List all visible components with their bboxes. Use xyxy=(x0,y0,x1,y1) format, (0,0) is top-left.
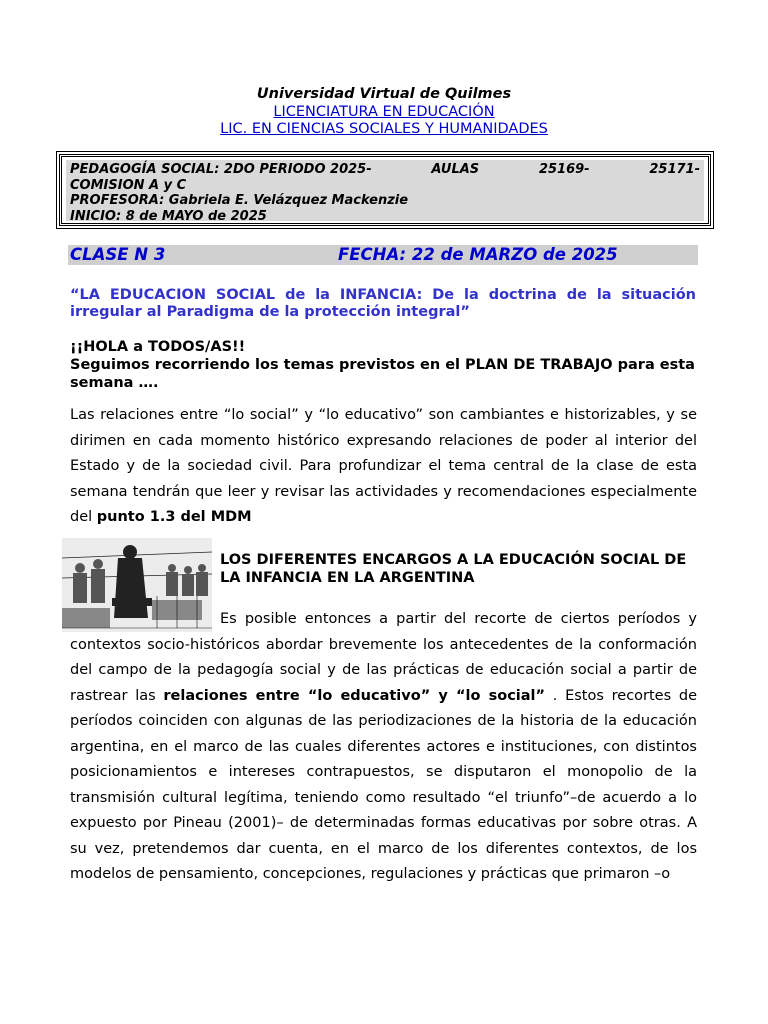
class-bar xyxy=(68,245,698,265)
lesson-title: “LA EDUCACION SOCIAL de la INFANCIA: De la doctrina de la situación irregular al Paradigma de la protección integral” xyxy=(70,287,696,320)
course-info-box xyxy=(59,154,711,226)
program-link-education[interactable]: LICENCIATURA EN EDUCACIÓN xyxy=(273,104,495,120)
professor: PROFESORA: Gabriela E. Velázquez Mackenzie xyxy=(70,193,409,208)
paragraph-2-text-b: . Estos recortes de períodos coinciden con algunas de las periodizaciones de la historia de la educación argentina, en el marco de las cuales diferentes actores e instituciones, con distintos posicionamientos e intereses contrapuestos, se disputaron el monopolio de la transmisión cultural legítima, teniendo como resultado “el triunfo”–de acuerdo a lo expuesto por Pineau (2001)– de determinadas formas educativas por sobre otras. A su vez, pretendemos dar cuenta, en el marco de los diferentes contextos, de los modelos de pensamiento, concepciones, regulaciones y prácticas que primaron –o xyxy=(70,687,698,882)
course-info-content xyxy=(66,160,704,224)
class-date: FECHA: 22 de MARZO de 2025 xyxy=(338,245,618,264)
paragraph-2 xyxy=(70,607,697,888)
commission: COMISION A y C xyxy=(70,177,187,193)
start-date: INICIO: 8 de MAYO de 2025 xyxy=(70,208,267,224)
greeting-hola: ¡¡HOLA a TODOS/AS!! xyxy=(70,339,246,355)
aula-number-1: 25169- xyxy=(538,162,590,177)
aulas-label: AULAS xyxy=(431,162,480,177)
paragraph-1-bold: punto 1.3 del MDM xyxy=(96,509,252,525)
course-name: PEDAGOGÍA SOCIAL: 2DO PERIODO 2025- xyxy=(70,162,372,177)
paragraph-2-bold: relaciones entre “lo educativo” y “lo social” xyxy=(163,687,546,704)
section-title: LOS DIFERENTES ENCARGOS A LA EDUCACIÓN SOCIAL DE LA INFANCIA EN LA ARGENTINA xyxy=(220,552,687,586)
greeting-intro: Seguimos recorriendo los temas previstos en el PLAN DE TRABAJO para esta semana …. xyxy=(70,357,695,391)
greeting xyxy=(70,338,696,392)
paragraph-1 xyxy=(70,403,697,531)
program-link-social-sciences[interactable]: LIC. EN CIENCIAS SOCIALES Y HUMANIDADES xyxy=(220,121,548,137)
paragraph-2-text-a: Es posible entonces a partir del recorte de ciertos períodos y contextos socio-históricos abordar brevemente los antecedentes de la conformación del campo de la pedagogía social y de las prácticas de educación social a partir de rastrear las xyxy=(70,611,697,704)
paragraph-1-text: Las relaciones entre “lo social” y “lo educativo” son cambiantes e historizables, y se dirimen en cada momento histórico expresando relaciones de poder al interior del Estado y de la sociedad civil. Para profundizar el tema central de la clase de esta semana tendrán que leer y revisar las actividades y recomendaciones especialmente del xyxy=(70,407,697,525)
course-row xyxy=(70,162,700,178)
university-name: Universidad Virtual de Quilmes xyxy=(256,86,512,102)
class-number: CLASE N 3 xyxy=(70,245,166,264)
aula-number-2: 25171- xyxy=(649,162,700,177)
